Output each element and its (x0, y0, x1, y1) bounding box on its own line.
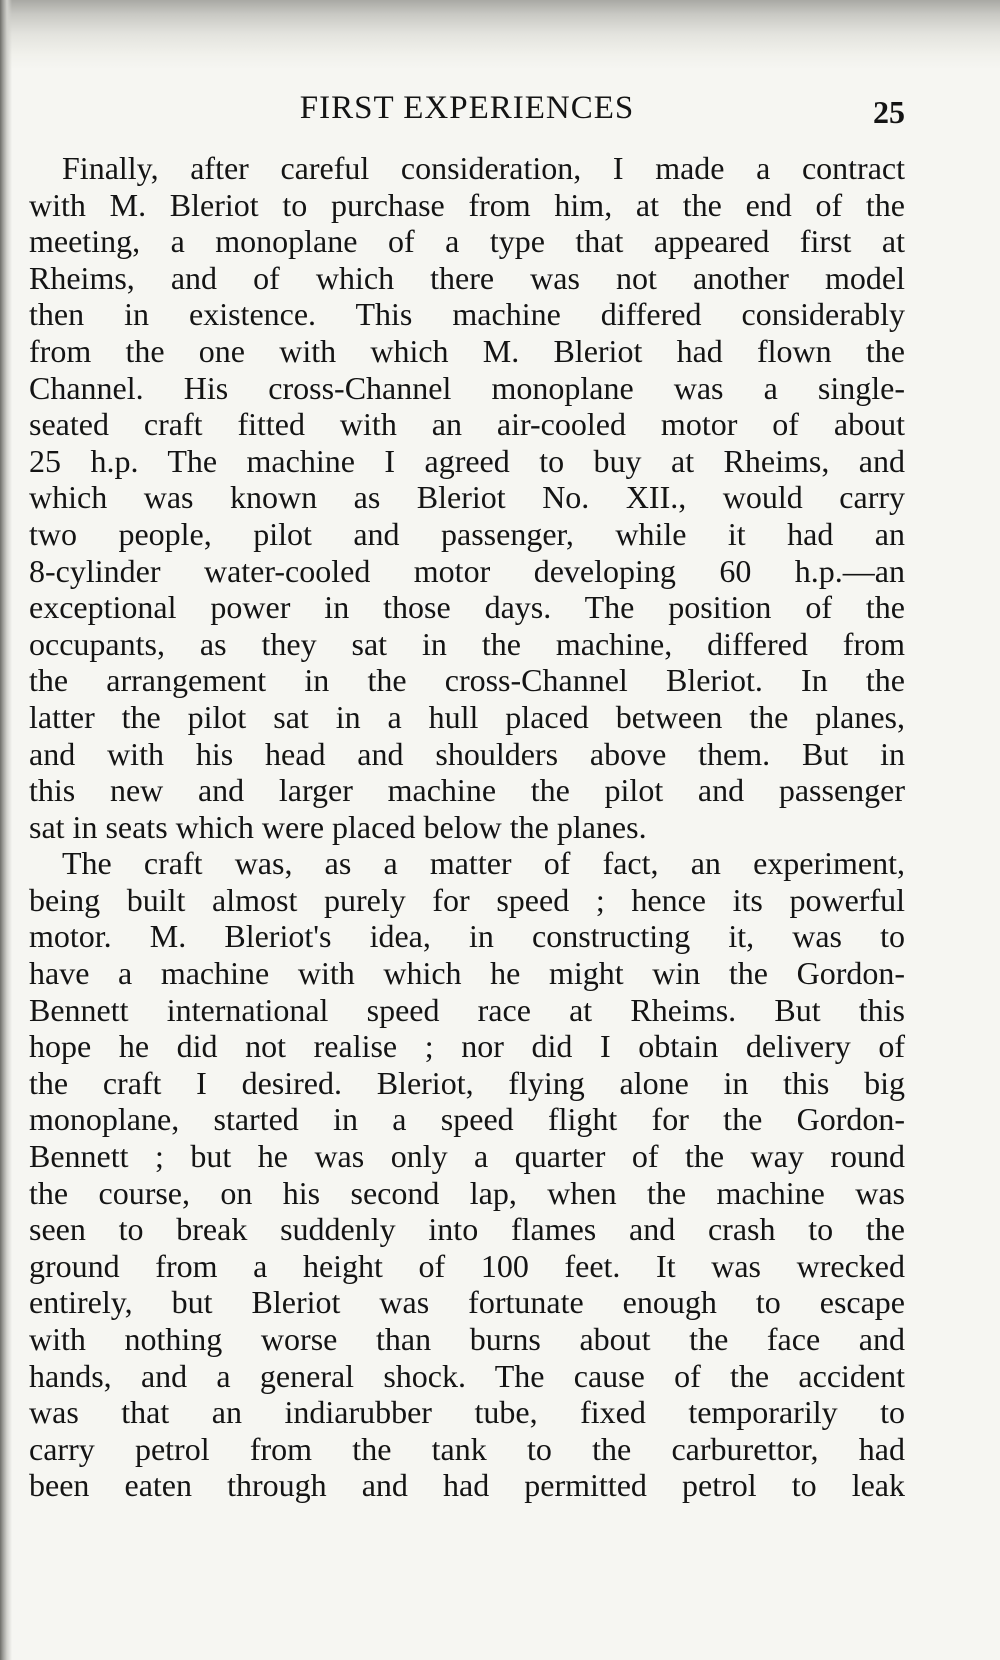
text-line: latter the pilot sat in a hull placed between the planes, (29, 698, 905, 735)
text-line: seen to break suddenly into flames and crash to the (29, 1211, 905, 1248)
text-line: seated craft fitted with an air-cooled motor of about (29, 406, 905, 443)
text-line: Channel. His cross-Channel monoplane was a single- (29, 369, 905, 406)
text-line: 25 h.p. The machine I agreed to buy at Rheims, and (29, 442, 905, 479)
page-number: 25 (873, 94, 905, 130)
text-line: hands, and a general shock. The cause of the accident (29, 1357, 905, 1394)
text-line: carry petrol from the tank to the carburettor, had (29, 1430, 905, 1467)
scan-shadow-left (0, 0, 12, 1660)
text-line: which was known as Bleriot No. XII., would carry (29, 479, 905, 516)
chapter-title: FIRST EXPERIENCES (299, 90, 635, 126)
text-line: exceptional power in those days. The position of the (29, 589, 905, 626)
body-text (29, 150, 905, 1504)
text-line: sat in seats which were placed below the planes. (29, 808, 647, 845)
text-line: two people, pilot and passenger, while it had an (29, 515, 905, 552)
text-line: occupants, as they sat in the machine, differed from (29, 625, 905, 662)
text-line: the course, on his second lap, when the machine was (29, 1174, 905, 1211)
text-line: 8-cylinder water-cooled motor developing 60 h.p.—an (29, 552, 905, 589)
text-line: ground from a height of 100 feet. It was wrecked (29, 1247, 905, 1284)
text-line: was that an indiarubber tube, fixed temporarily to (29, 1394, 905, 1431)
text-line: hope he did not realise ; nor did I obtain delivery of (29, 1028, 905, 1065)
text-line: motor. M. Bleriot's idea, in constructing it, was to (29, 918, 905, 955)
text-line: with M. Bleriot to purchase from him, at the end of the (29, 186, 905, 223)
text-line: Finally, after careful consideration, I made a contract (62, 150, 905, 186)
text-line: The craft was, as a matter of fact, an experiment, (62, 845, 905, 882)
text-line: with nothing worse than burns about the face and (29, 1321, 905, 1357)
text-line: the arrangement in the cross-Channel Bleriot. In the (29, 662, 905, 699)
text-line: entirely, but Bleriot was fortunate enough to escape (29, 1284, 905, 1321)
text-line: been eaten through and had permitted petrol to leak (29, 1467, 905, 1504)
text-line: this new and larger machine the pilot and passenger (29, 772, 905, 809)
text-line: and with his head and shoulders above them. But in (29, 735, 905, 772)
text-line: monoplane, started in a speed flight for the Gordon- (29, 1101, 905, 1138)
text-line: then in existence. This machine differed considerably (29, 296, 905, 333)
book-page (29, 0, 905, 1660)
text-line: meeting, a monoplane of a type that appeared first at (29, 223, 905, 260)
running-head (29, 84, 905, 132)
text-line: the craft I desired. Bleriot, flying alone in this big (29, 1064, 905, 1101)
text-line: from the one with which M. Bleriot had flown the (29, 332, 905, 369)
text-line: being built almost purely for speed ; hence its powerful (29, 881, 905, 918)
text-line: have a machine with which he might win the Gordon- (29, 955, 905, 992)
text-line: Bennett ; but he was only a quarter of the way round (29, 1138, 905, 1175)
text-line: Bennett international speed race at Rheims. But this (29, 991, 905, 1028)
text-line: Rheims, and of which there was not another model (29, 259, 905, 296)
